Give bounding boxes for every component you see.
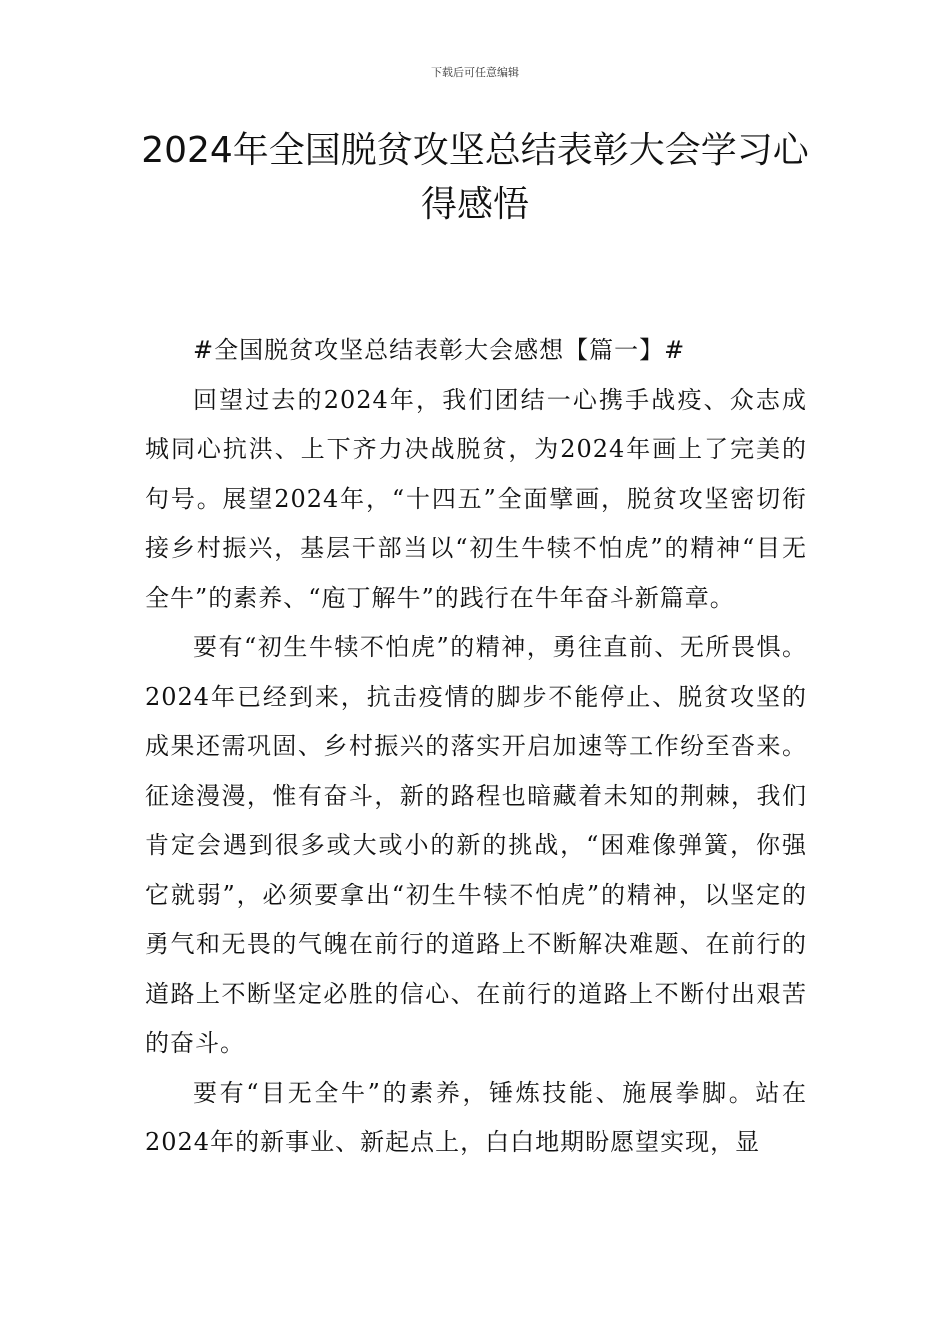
body-paragraph: 要有“初生牛犊不怕虎”的精神，勇往直前、无所畏惧。2024年已经到来，抗击疫情的脚步不能停止、脱贫攻坚的成果还需巩固、乡村振兴的落实开启加速等工作纷至沓来。征途漫漫，惟有奋斗，新的路程也暗藏着未知的荆棘，我们肯定会遇到很多或大或小的新的挑战，“困难像弹簧，你强它就弱”，必须要拿出“初生牛犊不怕虎”的精神，以坚定的勇气和无畏的气魄在前行的道路上不断解决难题、在前行的道路上不断坚定必胜的信心、在前行的道路上不断付出艰苦的奋斗。 (145, 633, 807, 1057)
header-note: 下载后可任意编辑 (431, 66, 519, 79)
body-paragraph: 要有“目无全牛”的素养，锤炼技能、施展拳脚。站在2024年的新事业、新起点上，白白地期盼愿望实现，显 (145, 1078, 807, 1156)
section-heading: #全国脱贫攻坚总结表彰大会感想【篇一】# (193, 336, 686, 364)
body-paragraph: 回望过去的2024年，我们团结一心携手战疫、众志成城同心抗洪、上下齐力决战脱贫，为2024年画上了完美的句号。展望2024年，“十四五”全面擘画，脱贫攻坚密切衔接乡村振兴，基层干部当以“初生牛犊不怕虎”的精神“目无全牛”的素养、“庖丁解牛”的践行在牛年奋斗新篇章。 (145, 385, 807, 612)
document-title: 2024年全国脱贫攻坚总结表彰大会学习心得感悟 (141, 130, 809, 225)
document-body (145, 326, 807, 1168)
